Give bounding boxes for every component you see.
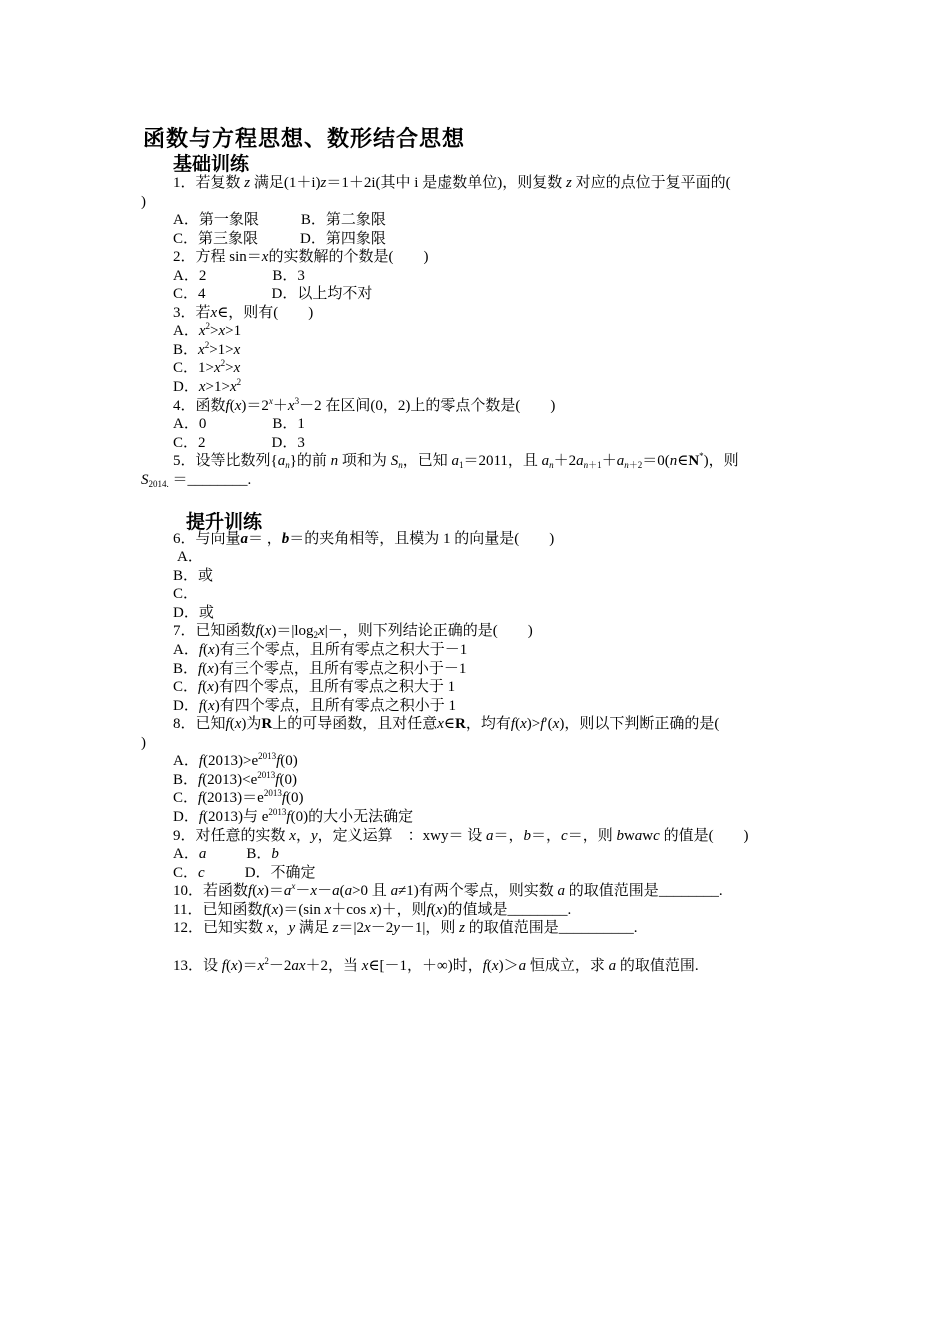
option-d: D．f(2013)与 $e^{2013}f(0)$的大小无法确定 [173, 807, 414, 825]
question-11: 11．已知函数f(x)＝(sin x＋cos x)＋，则f(x)的值域是________. [173, 902, 572, 918]
option-b: B．$x^2>1>x$ [173, 340, 241, 358]
option-a: A．f(x)有三个零点，且所有零点之积大于－1 [173, 642, 468, 658]
option-c: C．$1>x^2>x$ [173, 358, 241, 376]
option-row: A．0 B．1 [173, 416, 305, 432]
question-1: 1．若复数 z 满足(1＋i)z＝1＋2i(其中 i 是虚数单位)，则复数 z 对应的点位于复平面的( [173, 175, 731, 191]
question-8-close: ) [141, 735, 146, 751]
option-a: A．$x^2>x>1$ [173, 321, 242, 339]
question-5-cont: $S_{2014.}$ ＝________. [141, 472, 252, 489]
question-5: 5．设等比数列$\{a_n\}$的前 n 项和为 $S_n$，已知 $a_1=2011$，且 $a_n+2a_{n+1}+a_{n+2}=0(n\in N^*)$，则 [173, 451, 739, 470]
option-row: C．c D．不确定 [173, 865, 316, 881]
question-10: 10．若函数$f(x)=a^x-x-a(a>0$ 且 a≠1)有两个零点，则实数 a 的取值范围是________. [173, 881, 723, 899]
option-row: A．2 B．3 [173, 268, 305, 284]
question-8: 8．已知f(x)为R上的可导函数，且对任意x∈R，均有f(x)>f′(x)，则以下判断正确的是( [173, 716, 720, 732]
page-title: 函数与方程思想、数形结合思想 [143, 127, 466, 152]
option-b: B．f(x)有三个零点，且所有零点之积小于－1 [173, 661, 467, 677]
question-4: 4．函数$f(x)=2^x+x^3-2$ 在区间(0，2)上的零点个数是( ) [173, 396, 556, 414]
option-b: B．$f(2013)<e^{2013}f(0)$ [173, 770, 297, 788]
question-12: 12．已知实数 x，y 满足 z＝|2x－2y－1|，则 z 的取值范围是__________. [173, 920, 638, 936]
option-a: A．$f(2013)>e^{2013}f(0)$ [173, 751, 298, 769]
option-c: C．f(x)有四个零点，且所有零点之积大于 1 [173, 679, 456, 695]
question-13: 13．设 $f(x)=x^2-2ax+2$，当 x∈[－1，＋∞)时，f(x)＞a 恒成立，求 a 的取值范围. [173, 956, 699, 974]
option-row: C．2 D．3 [173, 435, 305, 451]
section-heading-basic: 基础训练 [173, 153, 250, 175]
option-b: B．或 [173, 568, 214, 584]
option-row: C．第三象限 D．第四象限 [173, 231, 386, 247]
section-heading-advanced: 提升训练 [186, 511, 263, 533]
option-a: A． [177, 549, 203, 565]
option-d: D．或 [173, 605, 214, 621]
question-9: 9．对任意的实数 x，y，定义运算 ：xwy＝ 设 a＝，b＝，c＝，则 bwawc 的值是( ) [173, 828, 749, 844]
question-3: 3．若x∈，则有( ) [173, 305, 314, 321]
option-row: A．第一象限 B．第二象限 [173, 212, 386, 228]
question-2: 2．方程 sin＝x的实数解的个数是( ) [173, 249, 429, 265]
option-row: C．4 D．以上均不对 [173, 286, 373, 302]
question-6: 6．与向量a＝ ，b＝的夹角相等，且模为 1 的向量是( ) [173, 531, 555, 547]
option-row: A．a B．b [173, 846, 279, 862]
option-c: C． [173, 586, 199, 602]
question-1-close: ) [141, 194, 146, 210]
option-c: C．$f(2013)=e^{2013}f(0)$ [173, 788, 304, 806]
option-d: D．f(x)有四个零点，且所有零点之积小于 1 [173, 698, 456, 714]
option-d: D．$x>1>x^2$ [173, 377, 242, 395]
question-7: 7．已知函数$f(x)=|\log_2x|-$，则下列结论正确的是( ) [173, 623, 533, 640]
